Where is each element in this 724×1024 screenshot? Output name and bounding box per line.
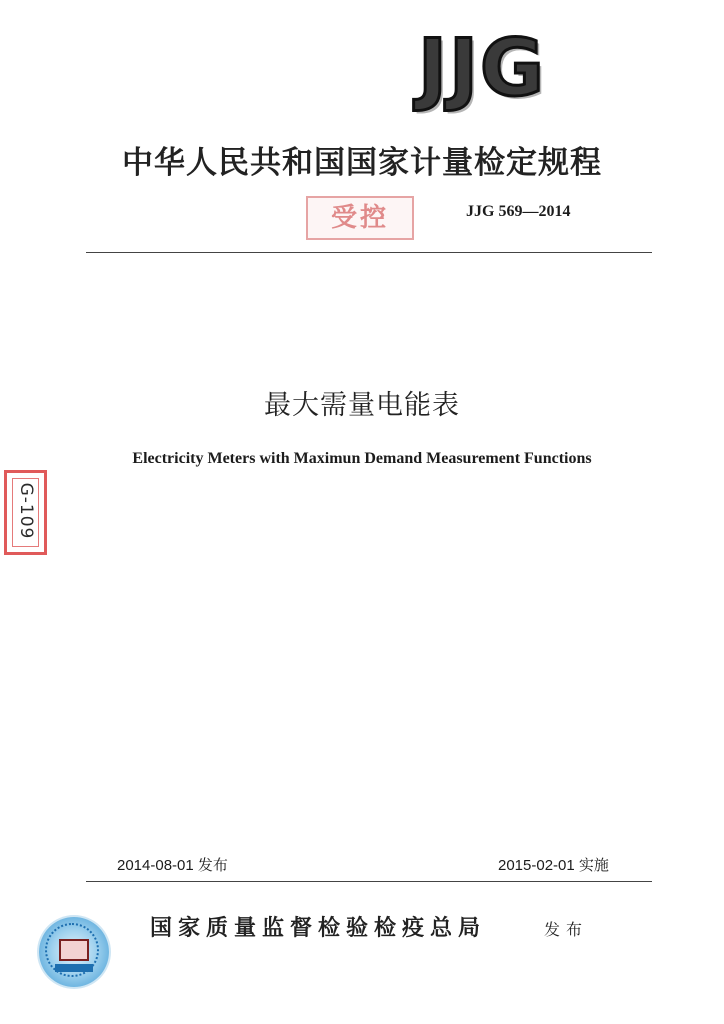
page-title: 中华人民共和国国家计量检定规程: [122, 145, 602, 181]
document-title-chinese: 最大需量电能表: [264, 390, 460, 421]
document-title-english: Electricity Meters with Maximun Demand Measurement Functions: [132, 450, 592, 467]
publish-label: 发布: [544, 920, 589, 939]
top-divider: [86, 252, 652, 253]
emblem-center-mark: [59, 939, 89, 961]
emblem-band: [55, 964, 93, 972]
bottom-divider: [86, 881, 652, 882]
side-archive-stamp: [4, 470, 47, 555]
issue-date: 2014-08-01 发布: [117, 857, 228, 874]
controlled-stamp: 受控: [306, 196, 414, 240]
jjg-logo: [418, 24, 618, 114]
side-stamp-handwriting: G-109: [16, 482, 36, 540]
publisher-name: 国家质量监督检验检疫总局: [150, 916, 487, 941]
aqsiq-emblem-icon: [39, 917, 109, 987]
document-code: JJG 569—2014: [466, 203, 571, 220]
logo-text: JJG: [418, 24, 547, 114]
implementation-date: 2015-02-01 实施: [498, 857, 609, 874]
